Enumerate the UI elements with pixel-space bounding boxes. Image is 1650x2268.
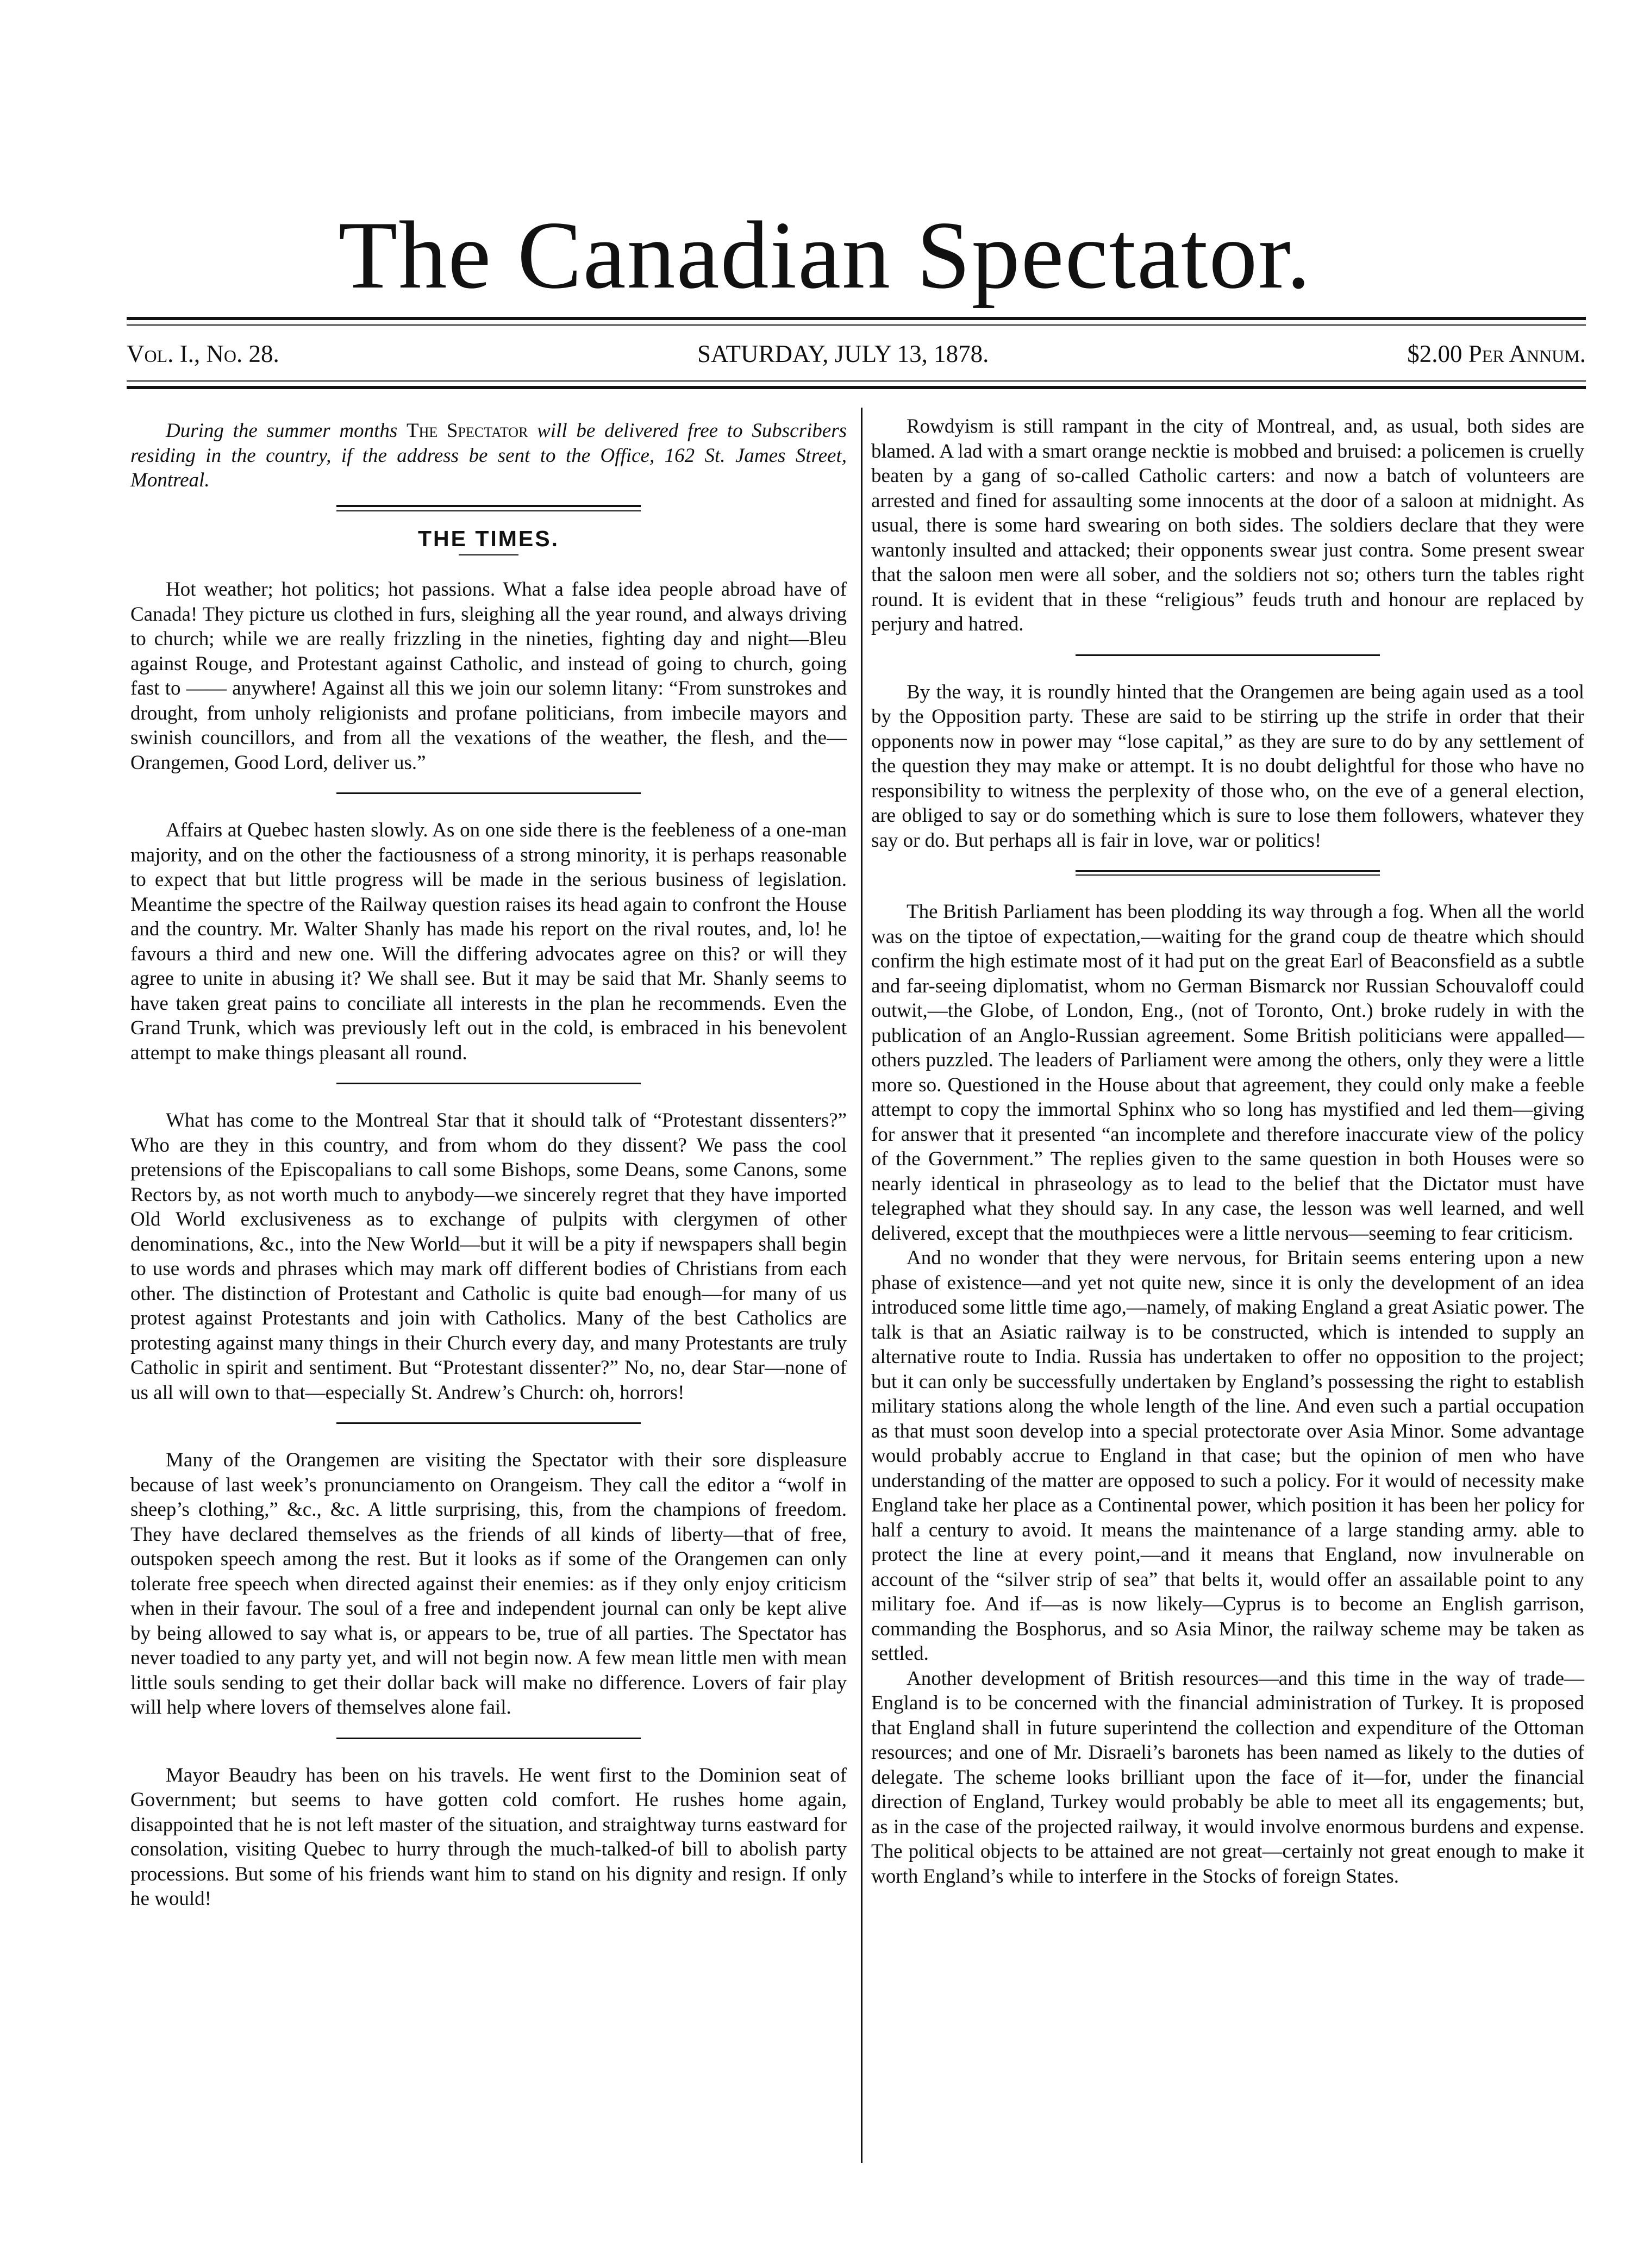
issue-date: SATURDAY, JULY 13, 1878.	[697, 340, 989, 367]
dateline	[127, 340, 1586, 372]
right-column	[871, 414, 1584, 1889]
masthead-rule-top-thick	[127, 317, 1586, 320]
left-column	[130, 418, 847, 1911]
section-heading: THE TIMES.	[417, 526, 560, 551]
section-divider	[336, 505, 641, 511]
article-paragraph: Rowdyism is still rampant in the city of Montreal, and, as usual, both sides are blamed. A lad with a smart orange necktie is mobbed and bruised: a policemen is cruelly beaten by a gang of so-called Catholic carters: and now a batch of volunteers are arrested and fined for assaulting some innocents at the door of a saloon at midnight. As usual, there is some hard swearing on both sides. The soldiers declare that they were wantonly insulted and attacked; their opponents swear just contra. Some present swear that the saloon men were all sober, and the soldiers not so; others turn the tables right round. It is evident that in these “religious” feuds truth and honour are replaced by perjury and hatred.	[871, 415, 1584, 635]
article-divider	[336, 1738, 641, 1739]
masthead-title: The Canadian Spectator.	[338, 201, 1312, 309]
dateline-rule-thick	[127, 386, 1586, 389]
article-paragraph: And no wonder that they were nervous, for Britain seems entering upon a new phase of existence—and yet not quite new, since it is only the development of an idea introduced some little time ago,—namely, of making England a great Asiatic power. The talk is that an Asiatic railway is to be constructed, which is intended to supply an alternative route to India. Russia has undertaken to offer no opposition to the project; but it can only be successfully undertaken by England’s possessing the right to establish military stations along the whole length of the line. And even such a partial occupation as that must soon develop into a special protectorate over Asia Minor. Some advantage would probably accrue to England in that case; but the opinion of men who have understanding of the matter are opposed to such a policy. For it would of necessity make England take her place as a Continental power, which position it has been her policy for half a century to avoid. It means the maintenance of a large standing army. able to protect the line at every point,—and it means that England, now invulnerable on account of the “silver strip of sea” that belts it, would offer an assailable point to any military foe. And if—as is now likely—Cyprus is to become an English garrison, commanding the Bosphorus, and so Asia Minor, the railway scheme may be taken as settled.	[871, 1247, 1584, 1665]
article-divider	[1076, 654, 1380, 656]
volume-number: Vol. I., No. 28.	[127, 340, 279, 367]
article-divider	[336, 1422, 641, 1424]
article-paragraph: Affairs at Quebec hasten slowly. As on one side there is the feebleness of a one-man majority, and on the other the factiousness of a strong minority, it is perhaps reasonable to expect that but little progress will be made in the serious business of legislation. Meantime the spectre of the Railway question raises its head again to confront the House and the country. Mr. Walter Shanly has made his report on the rival routes, and, lo! he favours a third and new one. Will the differing advocates agree on this? or will they agree to unite in abusing it? We shall see. But it may be said that Mr. Shanly seems to have taken great pains to conciliate all interests in the plan he recommends. Even the Grand Trunk, which was previously left out in the cold, is embraced in his benevolent attempt to make things pleasant all round.	[130, 819, 847, 1064]
article-paragraph: The British Parliament has been plodding its way through a fog. When all the world was on the tiptoe of expectation,—waiting for the grand coup de theatre which should confirm the high estimate most of it had put on the great Earl of Beaconsfield as a subtle and far-seeing diplomatist, whom no German Bismarck nor Russian Schouvaloff could outwit,—the Globe, of London, Eng., (not of Toronto, Ont.) broke rudely in with the publication of an Anglo-Russian agreement. Some British politicians were appalled—others puzzled. The leaders of Parliament were among the others, only they were a little more so. Questioned in the House about that agreement, they could only make a feeble attempt to copy the immortal Sphinx who so long has mystified and led them—giving for answer that it presented “an incomplete and therefore inaccurate view of the policy of the Government.” The replies given to the same question in both Houses were so nearly identical in phraseology as to lead to the belief that the Dictator must have telegraphed what they should say. In any case, the lesson was well learned, and well delivered, except that the mouthpieces were a little nervous—seeming to fear criticism.	[871, 901, 1584, 1245]
subscription-price: $2.00 Per Annum.	[1407, 340, 1586, 367]
article-divider	[336, 792, 641, 794]
article-divider	[336, 1083, 641, 1084]
summer-delivery-notice: During the summer months The Spectator will be delivered free to Subscribers residing in the country, if the address be sent to the Office, 162 St. James Street, Montreal.	[130, 420, 847, 491]
article-paragraph: Another development of British resources—and this time in the way of trade—England is to be concerned with the financial administration of Turkey. It is proposed that England shall in future superintend the collection and expenditure of the Ottoman resources; and one of Mr. Disraeli’s baronets has been named as likely to the duties of delegate. The scheme looks brilliant upon the face of it—for, under the financial direction of England, Turkey would probably be able to meet all its engagements; but, as in the case of the projected railway, it would involve enormous burdens and expense. The political objects to be attained are not great—certainly not great enough to make it worth England’s while to interfere in the Stocks of foreign States.	[871, 1667, 1584, 1888]
article-divider	[1076, 870, 1380, 876]
article-paragraph: What has come to the Montreal Star that it should talk of “Protestant dissenters?” Who are they in this country, and from whom do they dissent? We pass the cool pretensions of the Episcopalians to call some Bishops, some Deans, some Canons, some Rectors by, as not worth much to anybody—we sincerely regret that they have imported Old World exclusiveness as to exchange of pulpits with clergymen of other denominations, &c., into the New World—but it will be a pity if newspapers shall begin to use words and phrases which may mark off different bodies of Christians from each other. The distinction of Protestant and Catholic is quite bad enough—for many of us protest against Protestants and join with Catholics. Many of the best Catholics are protesting against many things in their Church every day, and many Protestants are truly Catholic in spirit and sentiment. But “Protestant dissenter?” No, no, dear Star—none of us all will own to that—especially St. Andrew’s Church: oh, horrors!	[130, 1109, 847, 1404]
dateline-rule-thin	[127, 380, 1586, 382]
article-paragraph: Many of the Orangemen are visiting the Spectator with their sore displeasure because of last week’s pronunciamento on Orangeism. They call the editor a “wolf in sheep’s clothing,” &c., &c. A little surprising, this, from the champions of freedom. They have declared themselves as the friends of all kinds of liberty—that of free, outspoken speech among the rest. But it looks as if some of the Orangemen can only tolerate free speech when directed against their enemies: as if they only enjoy criticism when in their favour. The soul of a free and independent journal can only be kept alive by being allowed to say what is, or appears to be, true of all parties. The Spectator has never toadied to any party yet, and will not begin now. A few mean little men with mean little souls sending to get their dollar back will make no difference. Lovers of fair play will help where lovers of themselves alone fail.	[130, 1449, 847, 1719]
column-divider	[861, 408, 862, 2163]
heading-underline	[459, 554, 518, 555]
article-paragraph: Hot weather; hot politics; hot passions. What a false idea people abroad have of Canada! They picture us clothed in furs, sleighing all the year round, and always driving to church; while we are really frizzling in the nineties, fighting day and night—Bleu against Rouge, and Protestant against Catholic, and instead of going to church, going fast to —— anywhere! Against all this we join our solemn litany: “From sunstrokes and drought, from unholy religionists and profane politicians, from imbecile mayors and swinish councillors, and from all the vexations of the weather, the flesh, and the—Orangemen, Good Lord, deliver us.”	[130, 578, 847, 774]
masthead-rule-top-thin	[127, 324, 1586, 326]
article-paragraph: Mayor Beaudry has been on his travels. He went first to the Dominion seat of Government; but seems to have gotten cold comfort. He rushes home again, disappointed that he is not left master of the situation, and straightway turns eastward for consolation, visiting Quebec to hurry through the much-talked-of bill to abolish party processions. But some of his friends want him to stand on his dignity and resign. If only he would!	[130, 1764, 847, 1910]
article-paragraph: By the way, it is roundly hinted that the Orangemen are being again used as a tool by the Opposition party. These are said to be stirring up the strife in order that their opponents now in power may “lose capital,” as they are sure to do by any settlement of the question they may make or attempt. It is no doubt delightful for those who have no responsibility to witness the perplexity of those who, on the eve of a general election, are obliged to say or do something which is sure to lose them followers, whatever they say or do. But perhaps all is fair in love, war or politics!	[871, 680, 1584, 852]
